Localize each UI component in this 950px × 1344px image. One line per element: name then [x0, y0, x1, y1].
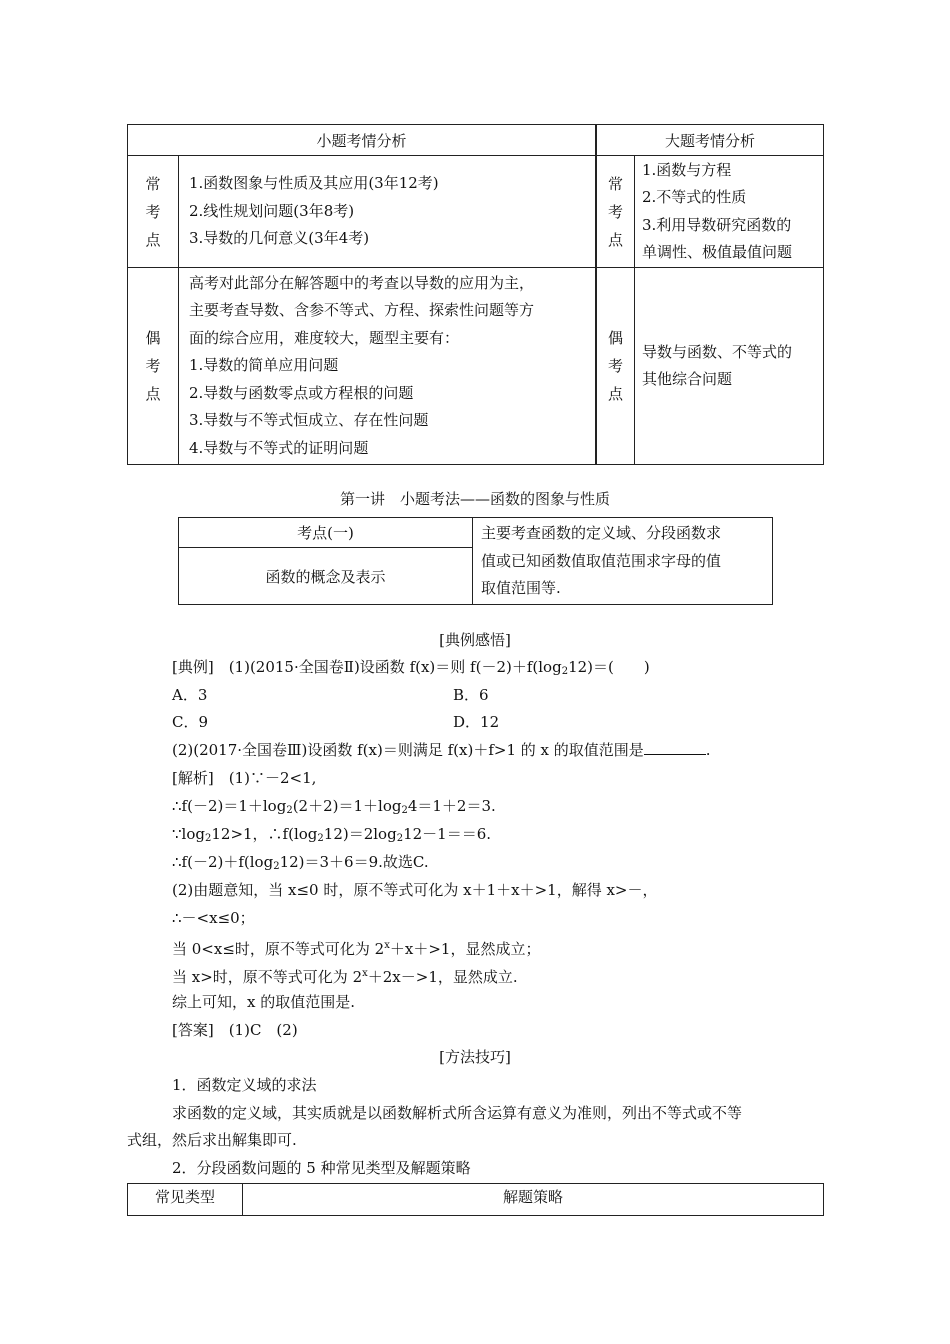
- method-1-body-1: 求函数的定义域，其实质就是以函数解析式所含运算有意义为准则，列出不等式或不等: [172, 1104, 743, 1122]
- topic-table: [178, 517, 773, 605]
- header-big-analysis: 大题考情分析: [596, 125, 824, 156]
- solution-line-5: (2)由题意知，当 x≤0 时，原不等式可化为 x＋1＋x＋>1，解得 x>－，: [172, 881, 658, 899]
- strategy-table: [127, 1183, 824, 1216]
- topic-point-label: 考点(一): [179, 518, 473, 548]
- row1-big-items: 1.函数与方程 2.不等式的性质 3.利用导数研究函数的 单调性、极值最值问题: [635, 156, 824, 268]
- method-1-title: 1．函数定义域的求法: [172, 1076, 317, 1094]
- methods-heading: [方法技巧]: [439, 1048, 511, 1066]
- row2-small-items: 高考对此部分在解答题中的考查以导数的应用为主， 主要考查导数、含参不等式、方程、探索性问题等方 面的综合应用，难度较大，题型主要有： 1.导数的简单应用问题 2.导数与函数零点或方程根的问题 3.导数与不等式恒成立、存在性问题 4.导数与不等式的证明问题: [179, 268, 597, 465]
- solution-line-8: 当 x>时，原不等式可化为 $2^x+2x->1$，显然成立.: [172, 968, 518, 986]
- example-q2: (2)(2017·全国卷Ⅲ)设函数 f(x)＝则满足 f(x)＋f>1 的 x 的取值范围是 .: [172, 741, 711, 759]
- solution-line-6: ∴－<x≤0；: [172, 909, 255, 927]
- row2-big-items: 导数与函数、不等式的 其他综合问题: [635, 268, 824, 465]
- lecture-title: 第一讲 小题考法——函数的图象与性质: [339, 490, 610, 508]
- option-d: D．12: [453, 713, 500, 731]
- method-2-title: 2．分段函数问题的 5 种常见类型及解题策略: [172, 1159, 471, 1177]
- topic-description: 主要考查函数的定义域、分段函数求 值或已知函数值取值范围求字母的值 取值范围等.: [473, 518, 773, 605]
- solution-line-9: 综上可知，x 的取值范围是.: [172, 993, 355, 1011]
- example-heading: [典例感悟]: [439, 631, 511, 649]
- solution-line-1: [解析] (1)∵－2<1,: [172, 769, 317, 787]
- strategy-col-type: 常见类型: [128, 1184, 243, 1216]
- solution-line-2: $\therefore f(-2)=1+\log_2(2+2)=1+\log_24=1+2=3$.: [172, 797, 496, 816]
- method-1-body-2: 式组，然后求出解集即可.: [127, 1131, 297, 1149]
- header-small-analysis: 小题考情分析: [128, 125, 597, 156]
- answer-line: [答案] (1)C (2): [172, 1021, 298, 1039]
- option-a: A．3: [172, 686, 208, 704]
- row1-small-items: 1.函数图象与性质及其应用(3年12考) 2.线性规划问题(3年8考) 3.导数的几何意义(3年4考): [179, 156, 597, 268]
- solution-line-3: $\because\log_212>1$，$\therefore f(\log_212)=2\log_212-1==6$.: [172, 825, 492, 844]
- row1-label-small: 常 考 点: [128, 156, 179, 268]
- solution-line-4: $\therefore f(-2)+f(\log_212)=3+6=9$.故选C.: [172, 853, 429, 872]
- row2-label-big: 偶 考 点: [596, 268, 635, 465]
- option-c: C．9: [172, 713, 209, 731]
- solution-line-7: 当 0<x≤时，原不等式可化为 $2^x+x+>1$，显然成立；: [172, 940, 541, 958]
- option-b: B．6: [453, 686, 489, 704]
- example-q1: [典例] (1)(2015·全国卷Ⅱ)设函数 f(x)＝则 $f(-2)+f(\log_212)=$( ): [172, 658, 650, 677]
- answer-blank: [644, 740, 706, 755]
- strategy-col-solution: 解题策略: [243, 1184, 824, 1216]
- row2-label-small: 偶 考 点: [128, 268, 179, 465]
- row1-label-big: 常 考 点: [596, 156, 635, 268]
- topic-point-name: 函数的概念及表示: [179, 548, 473, 605]
- analysis-table: [127, 124, 824, 465]
